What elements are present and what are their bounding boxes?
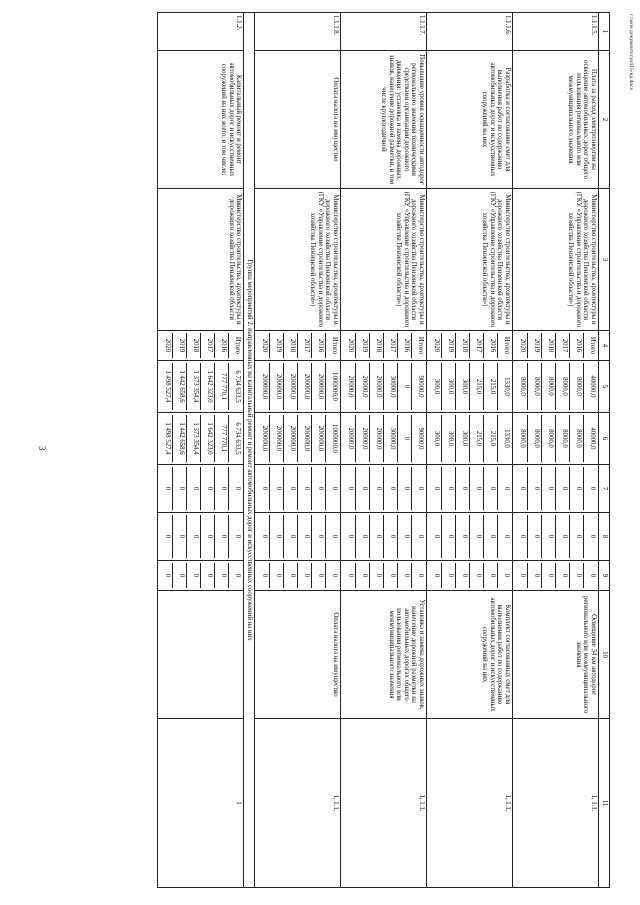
total-funding-value-list bbox=[428, 363, 511, 410]
other-sources-value: 0 bbox=[556, 563, 570, 588]
federal-budget-value-list bbox=[428, 467, 511, 510]
year-label: 2017 bbox=[298, 333, 312, 358]
other-sources-value: 0 bbox=[384, 563, 398, 588]
local-budget-value: 0 bbox=[284, 515, 298, 558]
other-sources-value: 0 bbox=[514, 563, 528, 588]
year-label: 2018 bbox=[187, 333, 201, 358]
federal-budget-value: 0 bbox=[428, 467, 442, 510]
year-label-cell bbox=[158, 331, 244, 361]
federal-budget-value: 0 bbox=[234, 486, 242, 491]
other-sources-value-cell bbox=[427, 561, 513, 591]
regional-budget-value: 1 498 527,4 bbox=[159, 415, 173, 462]
total-funding-value-cell bbox=[513, 361, 599, 413]
local-budget-value: 0 bbox=[442, 515, 456, 558]
total-funding-value: 1 498 527,4 bbox=[159, 363, 173, 410]
year-label: Итого bbox=[331, 336, 338, 355]
federal-budget-value-list bbox=[342, 467, 425, 510]
other-sources-value: 0 bbox=[312, 563, 326, 588]
total-funding-value-cell bbox=[341, 361, 427, 413]
regional-budget-value: 0 bbox=[398, 415, 412, 462]
column-number-header: 4 bbox=[599, 331, 610, 361]
total-funding-value: 777 770,1 bbox=[215, 363, 229, 410]
total-funding-value: 1 373 354,4 bbox=[187, 363, 201, 410]
year-label: 2019 bbox=[442, 333, 456, 358]
other-sources-value: 0 bbox=[187, 563, 201, 588]
other-sources-value: 0 bbox=[442, 563, 456, 588]
other-sources-value: 0 bbox=[417, 573, 424, 578]
other-sources-value: 0 bbox=[428, 563, 442, 588]
year-label: 2019 bbox=[528, 333, 542, 358]
year-label: 2016 bbox=[570, 333, 584, 358]
regional-budget-value: 200000,0 bbox=[284, 415, 298, 462]
local-budget-value: 0 bbox=[398, 515, 412, 558]
local-budget-value: 0 bbox=[417, 534, 424, 539]
local-budget-value-list bbox=[514, 515, 597, 558]
local-budget-value-cell bbox=[427, 513, 513, 561]
total-funding-value: 1330,0 bbox=[503, 377, 510, 396]
local-budget-value: 0 bbox=[312, 515, 326, 558]
activity-executor: Министерство строительства, архитектуры и дорожного хозяйства Пензенской области (ГКУ «Управление строительства и дорожного хозяйства Пензенской области») bbox=[255, 189, 341, 331]
other-sources-value-cell bbox=[513, 561, 599, 591]
regional-budget-value: 20000,0 bbox=[356, 415, 370, 462]
year-label: 2020 bbox=[159, 333, 173, 358]
year-label: Итого bbox=[234, 336, 242, 355]
other-sources-value-list bbox=[256, 563, 339, 588]
other-sources-value: 0 bbox=[342, 563, 356, 588]
federal-budget-value: 0 bbox=[384, 467, 398, 510]
regional-budget-value: 40000,0 bbox=[589, 427, 596, 450]
total-funding-value: 90000,0 bbox=[417, 375, 424, 398]
federal-budget-value: 0 bbox=[456, 467, 470, 510]
other-sources-value-list bbox=[342, 563, 425, 588]
other-sources-value-cell bbox=[255, 561, 341, 591]
other-sources-value: 0 bbox=[256, 563, 270, 588]
regional-budget-value: 215,0 bbox=[470, 415, 484, 462]
regional-budget-value-cell bbox=[513, 413, 599, 465]
local-budget-value: 0 bbox=[201, 515, 215, 558]
regional-budget-value-cell bbox=[427, 413, 513, 465]
total-funding-value: 20000,0 bbox=[356, 363, 370, 410]
local-budget-value: 0 bbox=[356, 515, 370, 558]
regional-budget-value: 200000,0 bbox=[256, 415, 270, 462]
federal-budget-value: 0 bbox=[442, 467, 456, 510]
total-funding-value: 1 442 658,6 bbox=[173, 363, 187, 410]
year-label: 2016 bbox=[484, 333, 498, 358]
other-sources-value: 0 bbox=[201, 563, 215, 588]
federal-budget-value: 0 bbox=[201, 467, 215, 510]
total-funding-value-list bbox=[256, 363, 339, 410]
federal-budget-value: 0 bbox=[503, 486, 510, 491]
local-budget-value-cell bbox=[158, 513, 244, 561]
federal-budget-value-cell bbox=[341, 465, 427, 513]
total-funding-value: 6 734 633,5 bbox=[234, 370, 242, 403]
total-funding-value-cell bbox=[427, 361, 513, 413]
local-budget-value: 0 bbox=[556, 515, 570, 558]
column-number-header: 6 bbox=[599, 413, 610, 465]
other-sources-value: 0 bbox=[470, 563, 484, 588]
activity-name: Повышение уровня оснащенности автодорог регионального значения техническими средствами организации дорожного движения: установка и замена дорожных знаков, нанесение дорожной разметки, в том числе круглогодичной bbox=[341, 51, 427, 189]
local-budget-value-list bbox=[256, 515, 339, 558]
year-label: 2020 bbox=[514, 333, 528, 358]
other-sources-value: 0 bbox=[570, 563, 584, 588]
expected-result: Установка и замена дорожных знаков, нанесение дорожной разметки на автомобильных дорогах общего пользования регионального или межмуниципального значения bbox=[341, 591, 427, 719]
total-funding-value: 20000,0 bbox=[342, 363, 356, 410]
other-sources-value: 0 bbox=[215, 563, 229, 588]
other-sources-value: 0 bbox=[234, 573, 242, 578]
activity-executor: Министерство строительства, архитектуры и дорожного хозяйства Пензенской области bbox=[158, 189, 244, 331]
regional-budget-value: 8000,0 bbox=[528, 415, 542, 462]
group-title: Группа мероприятий 2. направленных на капитальный ремонт и ремонт автомобильных дорог и искусственных сооружений на них bbox=[244, 13, 255, 888]
federal-budget-value: 0 bbox=[270, 467, 284, 510]
federal-budget-value: 0 bbox=[284, 467, 298, 510]
total-funding-value: 8000,0 bbox=[528, 363, 542, 410]
total-funding-value: 1 642 323,0 bbox=[201, 363, 215, 410]
local-budget-value: 0 bbox=[456, 515, 470, 558]
total-funding-value: 200000,0 bbox=[270, 363, 284, 410]
local-budget-value: 0 bbox=[215, 515, 229, 558]
regional-budget-value: 8000,0 bbox=[556, 415, 570, 462]
expected-result: Освещение 34 км автодорог регионального или межмуниципального значения bbox=[513, 591, 599, 719]
other-sources-value: 0 bbox=[159, 563, 173, 588]
regional-budget-value: 777 770,1 bbox=[215, 415, 229, 462]
total-funding-value: 8000,0 bbox=[542, 363, 556, 410]
local-budget-value: 0 bbox=[470, 515, 484, 558]
local-budget-value: 0 bbox=[234, 534, 242, 539]
local-budget-value: 0 bbox=[542, 515, 556, 558]
total-funding-value-list bbox=[159, 363, 242, 410]
activity-name: Капитальный ремонт и ремонт автомобильных дорог и искусственных сооружений на них всего, в том числе: bbox=[158, 51, 244, 189]
local-budget-value: 0 bbox=[428, 515, 442, 558]
other-sources-value: 0 bbox=[503, 573, 510, 578]
year-label: 2020 bbox=[428, 333, 442, 358]
year-label: 2017 bbox=[556, 333, 570, 358]
total-funding-value-list bbox=[514, 363, 597, 410]
expected-result: Оплата налога на имущество bbox=[255, 591, 341, 719]
federal-budget-value: 0 bbox=[356, 467, 370, 510]
regional-budget-value: 200000,0 bbox=[270, 415, 284, 462]
column-number-header: 11 bbox=[599, 719, 610, 888]
total-funding-value: 8000,0 bbox=[514, 363, 528, 410]
local-budget-value: 0 bbox=[331, 534, 338, 539]
regional-budget-value: 1 642 323,0 bbox=[201, 415, 215, 462]
regional-budget-value: 300,0 bbox=[442, 415, 456, 462]
federal-budget-value: 0 bbox=[398, 467, 412, 510]
year-label: 2017 bbox=[470, 333, 484, 358]
total-funding-value: 0 bbox=[398, 363, 412, 410]
regional-budget-value: 20000,0 bbox=[342, 415, 356, 462]
federal-budget-value: 0 bbox=[331, 486, 338, 491]
total-funding-value: 1000000,0 bbox=[331, 372, 338, 401]
other-sources-value: 0 bbox=[284, 563, 298, 588]
other-sources-value: 0 bbox=[542, 563, 556, 588]
local-budget-value: 0 bbox=[173, 515, 187, 558]
total-funding-value: 8000,0 bbox=[556, 363, 570, 410]
federal-budget-value: 0 bbox=[298, 467, 312, 510]
federal-budget-value: 0 bbox=[570, 467, 584, 510]
local-budget-value: 0 bbox=[298, 515, 312, 558]
local-budget-value: 0 bbox=[370, 515, 384, 558]
total-funding-value: 215,0 bbox=[484, 363, 498, 410]
federal-budget-value: 0 bbox=[528, 467, 542, 510]
indicator-reference: 1 bbox=[158, 719, 244, 888]
page-number: 3 bbox=[37, 446, 47, 451]
column-number-header: 1 bbox=[599, 13, 610, 51]
year-label: 2019 bbox=[270, 333, 284, 358]
regional-budget-value-cell bbox=[255, 413, 341, 465]
federal-budget-value-cell bbox=[513, 465, 599, 513]
federal-budget-value-cell bbox=[158, 465, 244, 513]
activity-number: 1.1.1.6. bbox=[427, 13, 513, 51]
year-label: 2020 bbox=[342, 333, 356, 358]
activity-name: Оплата налога на имущество bbox=[255, 51, 341, 189]
total-funding-value-list bbox=[342, 363, 425, 410]
total-funding-value: 200000,0 bbox=[284, 363, 298, 410]
total-funding-value: 8000,0 bbox=[570, 363, 584, 410]
regional-budget-value-cell bbox=[158, 413, 244, 465]
year-label: 2016 bbox=[398, 333, 412, 358]
regional-budget-value-list bbox=[256, 415, 339, 462]
other-sources-value: 0 bbox=[528, 563, 542, 588]
activity-number: 1.1.2. bbox=[158, 13, 244, 51]
other-sources-value: 0 bbox=[298, 563, 312, 588]
activity-executor: Министерство строительства, архитектуры и дорожного хозяйства Пензенской области (ГКУ «Управление строительства и дорожного хозяйства Пензенской области») bbox=[341, 189, 427, 331]
activity-number: 1.1.1.5. bbox=[513, 13, 599, 51]
local-budget-value-cell bbox=[341, 513, 427, 561]
activity-row bbox=[255, 13, 341, 888]
regional-budget-value: 30000,0 bbox=[384, 415, 398, 462]
activity-name: Плата за расход электроэнергии на освещение автомобильных дорог общего пользования регионального или межмуниципального значения bbox=[513, 51, 599, 189]
file-path-footer: c:\мои документы\ул115-ид.docx bbox=[628, 14, 634, 91]
total-funding-value: 300,0 bbox=[428, 363, 442, 410]
federal-budget-value-list bbox=[159, 467, 242, 510]
year-label-list bbox=[256, 333, 339, 358]
regional-budget-value-list bbox=[159, 415, 242, 462]
total-funding-value: 40000,0 bbox=[589, 375, 596, 398]
regional-budget-value-list bbox=[428, 415, 511, 462]
column-number-header: 3 bbox=[599, 189, 610, 331]
program-activities-table bbox=[157, 12, 610, 888]
year-label: 2016 bbox=[215, 333, 229, 358]
federal-budget-value: 0 bbox=[187, 467, 201, 510]
local-budget-value-cell bbox=[255, 513, 341, 561]
other-sources-value: 0 bbox=[589, 573, 596, 578]
federal-budget-value: 0 bbox=[370, 467, 384, 510]
column-number-header: 10 bbox=[599, 591, 610, 719]
year-label: 2017 bbox=[201, 333, 215, 358]
regional-budget-value: 1000000,0 bbox=[331, 424, 338, 453]
federal-budget-value: 0 bbox=[342, 467, 356, 510]
other-sources-value: 0 bbox=[331, 573, 338, 578]
local-budget-value: 0 bbox=[159, 515, 173, 558]
regional-budget-value: 1 442 658,6 bbox=[173, 415, 187, 462]
regional-budget-value-list bbox=[342, 415, 425, 462]
regional-budget-value: 8000,0 bbox=[514, 415, 528, 462]
year-label: 2019 bbox=[356, 333, 370, 358]
indicator-reference: 1, 1.1. bbox=[255, 719, 341, 888]
other-sources-value-list bbox=[428, 563, 511, 588]
column-number-header: 9 bbox=[599, 561, 610, 591]
local-budget-value: 0 bbox=[384, 515, 398, 558]
total-funding-value-cell bbox=[158, 361, 244, 413]
regional-budget-value-cell bbox=[341, 413, 427, 465]
year-label-cell bbox=[513, 331, 599, 361]
local-budget-value: 0 bbox=[484, 515, 498, 558]
federal-budget-value: 0 bbox=[514, 467, 528, 510]
local-budget-value: 0 bbox=[503, 534, 510, 539]
activity-number: 1.1.1.7. bbox=[341, 13, 427, 51]
federal-budget-value: 0 bbox=[312, 467, 326, 510]
activity-name: Разработка и согласование смет для выполнения работ по содержанию автомобильных дорог и искусственных сооружений на них bbox=[427, 51, 513, 189]
total-funding-value: 215,0 bbox=[470, 363, 484, 410]
total-funding-value: 300,0 bbox=[442, 363, 456, 410]
other-sources-value: 0 bbox=[484, 563, 498, 588]
local-budget-value-list bbox=[428, 515, 511, 558]
other-sources-value-cell bbox=[341, 561, 427, 591]
federal-budget-value: 0 bbox=[484, 467, 498, 510]
federal-budget-value-list bbox=[514, 467, 597, 510]
column-number-header-row bbox=[599, 13, 610, 888]
year-label: 2018 bbox=[542, 333, 556, 358]
regional-budget-value: 300,0 bbox=[456, 415, 470, 462]
year-label: 2020 bbox=[256, 333, 270, 358]
local-budget-value-list bbox=[159, 515, 242, 558]
regional-budget-value: 8000,0 bbox=[542, 415, 556, 462]
column-number-header: 7 bbox=[599, 465, 610, 513]
year-label: Итого bbox=[589, 336, 596, 355]
activity-row bbox=[341, 13, 427, 888]
federal-budget-value: 0 bbox=[470, 467, 484, 510]
year-label-list bbox=[514, 333, 597, 358]
federal-budget-value: 0 bbox=[256, 467, 270, 510]
year-label-cell bbox=[427, 331, 513, 361]
indicator-reference: 1, 1.1. bbox=[513, 719, 599, 888]
year-label-list bbox=[342, 333, 425, 358]
total-funding-value: 200000,0 bbox=[298, 363, 312, 410]
regional-budget-value: 300,0 bbox=[428, 415, 442, 462]
activity-row bbox=[158, 13, 244, 888]
other-sources-value-list bbox=[514, 563, 597, 588]
regional-budget-value-list bbox=[514, 415, 597, 462]
year-label-list bbox=[428, 333, 511, 358]
federal-budget-value: 0 bbox=[215, 467, 229, 510]
indicator-reference: 1, 1.1. bbox=[341, 719, 427, 888]
local-budget-value: 0 bbox=[570, 515, 584, 558]
activity-executor: Министерство строительства, архитектуры и дорожного хозяйства Пензенской области (ГКУ «Управление строительства и дорожного хозяйства Пензенской области») bbox=[513, 189, 599, 331]
federal-budget-value-cell bbox=[427, 465, 513, 513]
federal-budget-value: 0 bbox=[173, 467, 187, 510]
local-budget-value: 0 bbox=[270, 515, 284, 558]
regional-budget-value: 6 734 633,5 bbox=[234, 422, 242, 455]
column-number-header: 5 bbox=[599, 361, 610, 413]
activity-row bbox=[427, 13, 513, 888]
total-funding-value-cell bbox=[255, 361, 341, 413]
regional-budget-value: 215,0 bbox=[484, 415, 498, 462]
year-label: Итого bbox=[417, 336, 424, 355]
other-sources-value: 0 bbox=[270, 563, 284, 588]
total-funding-value: 30000,0 bbox=[384, 363, 398, 410]
local-budget-value: 0 bbox=[256, 515, 270, 558]
other-sources-value-list bbox=[159, 563, 242, 588]
federal-budget-value: 0 bbox=[589, 486, 596, 491]
local-budget-value: 0 bbox=[342, 515, 356, 558]
local-budget-value-list bbox=[342, 515, 425, 558]
total-funding-value: 20000,0 bbox=[370, 363, 384, 410]
year-label: Итого bbox=[503, 336, 510, 355]
column-number-header: 2 bbox=[599, 51, 610, 189]
regional-budget-value: 90000,0 bbox=[417, 427, 424, 450]
federal-budget-value: 0 bbox=[159, 467, 173, 510]
federal-budget-value: 0 bbox=[542, 467, 556, 510]
indicator-reference: 1, 1.1. bbox=[427, 719, 513, 888]
year-label-cell bbox=[341, 331, 427, 361]
federal-budget-value: 0 bbox=[556, 467, 570, 510]
total-funding-value: 300,0 bbox=[456, 363, 470, 410]
total-funding-value: 200000,0 bbox=[312, 363, 326, 410]
regional-budget-value: 200000,0 bbox=[298, 415, 312, 462]
local-budget-value: 0 bbox=[514, 515, 528, 558]
year-label: 2018 bbox=[284, 333, 298, 358]
activity-executor: Министерство строительства, архитектуры и дорожного хозяйства Пензенской области (ГКУ «Управление строительства и дорожного хозяйства Пензенской области») bbox=[427, 189, 513, 331]
regional-budget-value: 1 373 354,4 bbox=[187, 415, 201, 462]
year-label: 2017 bbox=[384, 333, 398, 358]
group-title-row bbox=[244, 13, 255, 888]
federal-budget-value-cell bbox=[255, 465, 341, 513]
expected-result bbox=[158, 591, 244, 719]
regional-budget-value: 8000,0 bbox=[570, 415, 584, 462]
other-sources-value: 0 bbox=[398, 563, 412, 588]
other-sources-value: 0 bbox=[370, 563, 384, 588]
regional-budget-value: 20000,0 bbox=[370, 415, 384, 462]
column-number-header: 8 bbox=[599, 513, 610, 561]
year-label: 2016 bbox=[312, 333, 326, 358]
activity-number: 1.1.1.8. bbox=[255, 13, 341, 51]
other-sources-value: 0 bbox=[173, 563, 187, 588]
regional-budget-value: 200000,0 bbox=[312, 415, 326, 462]
local-budget-value-cell bbox=[513, 513, 599, 561]
local-budget-value: 0 bbox=[528, 515, 542, 558]
other-sources-value: 0 bbox=[356, 563, 370, 588]
federal-budget-value: 0 bbox=[417, 486, 424, 491]
year-label: 2019 bbox=[173, 333, 187, 358]
federal-budget-value-list bbox=[256, 467, 339, 510]
total-funding-value: 200000,0 bbox=[256, 363, 270, 410]
year-label-list bbox=[159, 333, 242, 358]
other-sources-value-cell bbox=[158, 561, 244, 591]
year-label-cell bbox=[255, 331, 341, 361]
local-budget-value: 0 bbox=[187, 515, 201, 558]
regional-budget-value: 1330,0 bbox=[503, 429, 510, 448]
other-sources-value: 0 bbox=[456, 563, 470, 588]
local-budget-value: 0 bbox=[589, 534, 596, 539]
expected-result: Комплект согласованных смет для выполнения работ по содержанию автомобильных дорог и искусственных сооружений на них bbox=[427, 591, 513, 719]
year-label: 2018 bbox=[456, 333, 470, 358]
activity-row bbox=[513, 13, 599, 888]
year-label: 2018 bbox=[370, 333, 384, 358]
